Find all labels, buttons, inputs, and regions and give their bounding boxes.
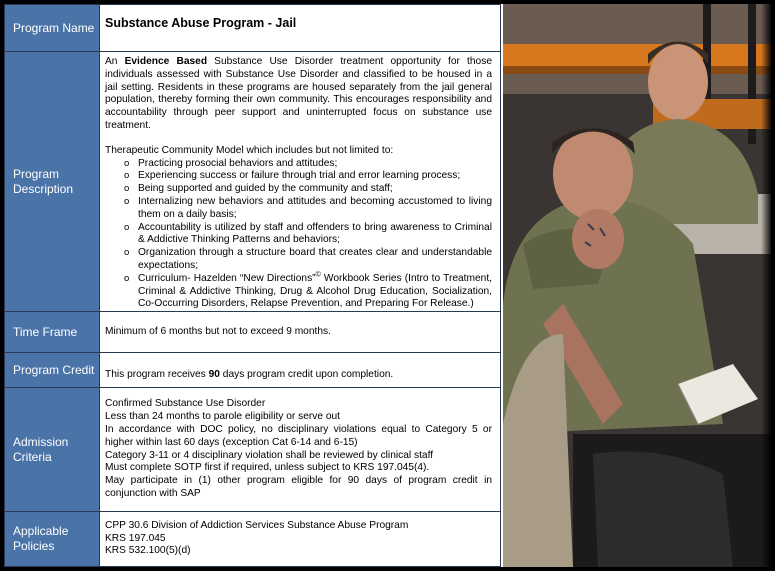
program-photo (503, 4, 771, 567)
criteria-line: In accordance with DOC policy, no disciplinary violations equal to Category 5 or higher within last 60 days (exception Cat 6-14 and 6-15) (105, 424, 492, 448)
criteria-line: May participate in (1) other program eligible for 90 days of program credit in conjunction with SAP (105, 475, 492, 500)
admission-criteria-cell (100, 388, 501, 512)
evidence-based-emphasis: Evidence Based (124, 56, 208, 67)
model-bullet: o Practicing prosocial behaviors and attitudes; (124, 158, 492, 171)
criteria-line: Less than 24 months to parole eligibility or serve out (105, 411, 341, 423)
credit-days: 90 (208, 369, 220, 381)
time-frame-label: Time Frame (5, 312, 100, 353)
description-intro: An Evidence Based Substance Use Disorder treatment opportunity for those individuals assessed with Substance Use Disorder and classified to be housed in a jail setting. Residents in these programs are housed separately from the jail general population, thereby forming their own community. This encourages responsibility and accountability through peer support and uninterrupted focus on substance use treatment. (105, 56, 492, 131)
policy-line: CPP 30.6 Division of Addiction Services Substance Abuse Program (105, 519, 409, 531)
policy-line: KRS 532.100(5)(d) (105, 545, 191, 557)
program-name-cell (100, 5, 501, 52)
program-sheet (4, 4, 771, 567)
model-bullet: o Accountability is utilized by staff and offenders to bring awareness to Criminal & Addictive Thinking Patterns and behaviors; (124, 222, 492, 248)
admission-criteria-label: Admission Criteria (5, 388, 100, 512)
applicable-policies-label: Applicable Policies (5, 512, 100, 567)
inmates-studying-photo (503, 4, 771, 567)
model-bullet: o Organization through a structure board that creates clear and understandable expectations; (124, 247, 492, 273)
program-credit-label: Program Credit (5, 353, 100, 388)
time-frame-value: Minimum of 6 months but not to exceed 9 months. (100, 312, 501, 353)
model-bullet: o Being supported and guided by the community and staff; (124, 183, 492, 196)
policy-line: KRS 197.045 (105, 532, 166, 544)
program-credit-value: This program receives 90 days program credit upon completion. (100, 353, 501, 388)
model-heading: Therapeutic Community Model which includes but not limited to: (105, 144, 394, 156)
program-info-table (4, 4, 501, 567)
model-bullet: o Experiencing success or failure through trial and error learning process; (124, 170, 492, 183)
applicable-policies-cell (100, 512, 501, 567)
model-bullet-list (105, 158, 492, 312)
program-name-value: Substance Abuse Program - Jail (105, 16, 297, 30)
criteria-line: Category 3-11 or 4 disciplinary violation shall be reviewed by clinical staff (105, 449, 434, 461)
curriculum-bullet: o Curriculum- Hazelden “New Directions”© Workbook Series (Intro to Treatment, Criminal & Addictive Thinking, Drug & Alcohol Drug Education, Socialization, Co-Occurring Disorders, Relapse Prevention, and Preparing For Release.) (124, 273, 492, 311)
program-name-label: Program Name (5, 5, 100, 52)
criteria-line: Confirmed Substance Use Disorder (105, 398, 266, 410)
criteria-line: Must complete SOTP first if required, unless subject to KRS 197.045(4). (105, 462, 430, 474)
program-description-cell (100, 52, 501, 312)
model-bullet: o Internalizing new behaviors and attitudes and becoming accustomed to living them on a daily basis; (124, 196, 492, 222)
photo-edge-shadow (761, 4, 771, 567)
program-description-label: Program Description (5, 52, 100, 312)
